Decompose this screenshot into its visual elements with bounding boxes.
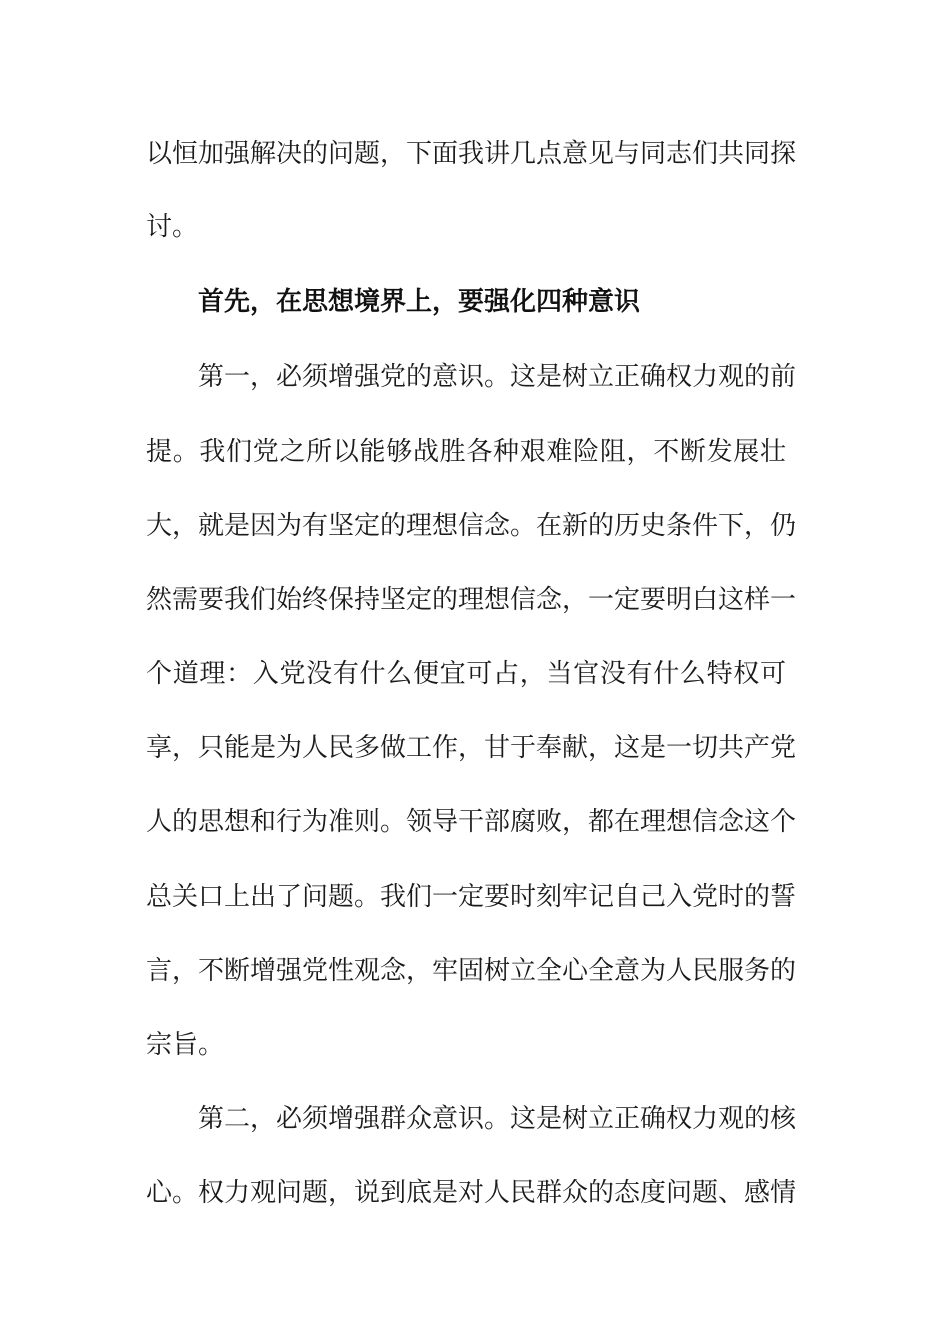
paragraph-line: 第一，必须增强党的意识。这是树立正确权力观的前 xyxy=(198,362,797,392)
paragraph-line: 心。权力观问题，说到底是对人民群众的态度问题、感情 xyxy=(146,1178,797,1208)
paragraph-line: 总关口上出了问题。我们一定要时刻牢记自己入党时的誓 xyxy=(146,882,797,912)
paragraph-line: 个道理：入党没有什么便宜可占，当官没有什么特权可 xyxy=(146,659,786,689)
paragraph-line: 大，就是因为有坚定的理想信念。在新的历史条件下，仍 xyxy=(146,511,797,541)
paragraph-line: 然需要我们始终保持坚定的理想信念，一定要明白这样一 xyxy=(146,585,797,615)
paragraph-line: 第二，必须增强群众意识。这是树立正确权力观的核 xyxy=(198,1104,797,1134)
paragraph-line: 言，不断增强党性观念，牢固树立全心全意为人民服务的 xyxy=(146,956,797,986)
paragraph-line: 宗旨。 xyxy=(146,1030,225,1060)
section-heading: 首先，在思想境界上，要强化四种意识 xyxy=(198,287,641,317)
paragraph-line: 享，只能是为人民多做工作，甘于奉献，这是一切共产党 xyxy=(146,733,797,763)
paragraph-line: 提。我们党之所以能够战胜各种艰难险阻，不断发展壮 xyxy=(146,437,786,467)
text-line: 讨。 xyxy=(146,212,199,242)
paragraph-line: 人的思想和行为准则。领导干部腐败，都在理想信念这个 xyxy=(146,807,797,837)
text-line: 以恒加强解决的问题，下面我讲几点意见与同志们共同探 xyxy=(146,139,797,169)
